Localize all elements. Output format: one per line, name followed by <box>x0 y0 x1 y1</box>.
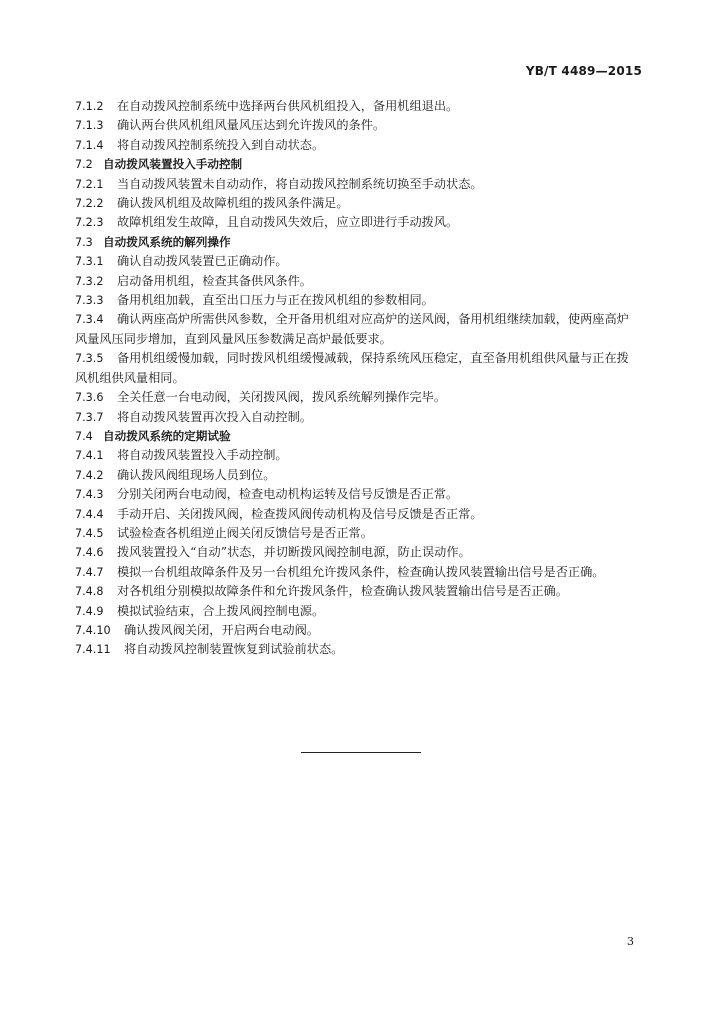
clause-number: 7.1.2 <box>75 100 104 113</box>
clause-paragraph <box>75 252 645 271</box>
clause-paragraph <box>75 213 645 232</box>
clause-paragraph <box>75 543 645 562</box>
clause-number: 7.3.3 <box>75 294 104 308</box>
clause-paragraph <box>75 175 645 194</box>
page-number: 3 <box>627 935 634 948</box>
clause-text: 风量风压同步增加，直到风量风压参数满足高炉最低要求。 <box>75 331 392 346</box>
clause-paragraph <box>75 582 645 601</box>
clause-text: 将自动拨风装置投入手动控制。 <box>117 448 288 463</box>
clause-text: 将自动拨风控制装置恢复到试验前状态。 <box>124 642 344 657</box>
standard-code: YB/T 4489—2015 <box>525 64 642 78</box>
clause-number: 7.4.9 <box>75 604 104 618</box>
clause-text: 备用机组缓慢加载，同时拨风机组缓慢减载，保持系统风压稳定，直至备用机组供风量与正在拨 <box>117 351 629 366</box>
clause-number: 7.3 <box>75 235 93 249</box>
clause-number: 7.4.4 <box>75 507 104 521</box>
clause-text: 启动备用机组，检查其备供风条件。 <box>117 273 312 288</box>
clause-number: 7.4.6 <box>75 546 104 560</box>
clause-number: 7.2.1 <box>75 177 104 191</box>
section-heading <box>75 233 645 252</box>
clause-text: 在自动拨风控制系统中选择两台供风机组投入，备用机组退出。 <box>117 99 459 113</box>
clause-text: 将自动拨风装置再次投入自动控制。 <box>117 409 312 424</box>
clause-text: 试验检查各机组逆止阀关闭反馈信号是否正常。 <box>117 525 373 540</box>
clause-number: 7.3.4 <box>75 313 104 327</box>
section-heading <box>75 155 645 174</box>
clause-number: 7.4.8 <box>75 585 104 599</box>
clause-number: 7.2 <box>75 158 93 172</box>
clause-text: 当自动拨风装置未自动动作，将自动拨风控制系统切换至手动状态。 <box>117 176 483 191</box>
clause-text: 拨风装置投入“自动”状态，并切断拨风阀控制电源，防止误动作。 <box>117 545 471 560</box>
clause-number: 7.3.2 <box>75 274 104 288</box>
clause-paragraph <box>75 446 645 465</box>
paragraph-continuation <box>75 330 645 349</box>
clause-number: 7.4.5 <box>75 526 104 540</box>
clause-paragraph <box>75 466 645 485</box>
clause-paragraph <box>75 408 645 427</box>
clause-text: 确认拨风机组及故障机组的拨风条件满足。 <box>117 196 349 211</box>
clause-paragraph <box>75 136 645 155</box>
clause-paragraph <box>75 388 645 407</box>
clause-text: 手动开启、关闭拨风阀，检查拨风阀传动机构及信号反馈是否正常。 <box>117 506 483 521</box>
clause-number: 7.4.10 <box>75 623 111 637</box>
clause-text: 模拟一台机组故障条件及另一台机组允许拨风条件，检查确认拨风装置输出信号是否正确。 <box>117 564 605 579</box>
clause-text: 将自动拨风控制系统投入到自动状态。 <box>117 137 325 152</box>
clause-paragraph <box>75 505 645 524</box>
clause-number: 7.2.2 <box>75 197 104 211</box>
clause-text: 故障机组发生故障，且自动拨风失效后，应立即进行手动拨风。 <box>117 215 459 230</box>
clause-text: 确认两台供风机组风量风压达到允许拨风的条件。 <box>117 118 386 133</box>
clause-text: 确认拨风阀组现场人员到位。 <box>117 467 276 482</box>
clause-paragraph <box>75 310 645 329</box>
clause-text: 模拟试验结束，合上拨风阀控制电源。 <box>117 603 325 618</box>
clause-paragraph <box>75 291 645 310</box>
clause-text: 风机组供风量相同。 <box>75 370 185 385</box>
clause-number: 7.2.3 <box>75 216 104 230</box>
clause-text: 确认拨风阀关闭，开启两台电动阀。 <box>124 622 319 637</box>
document-body <box>75 97 645 660</box>
clause-number: 7.1.3 <box>75 119 104 133</box>
clause-paragraph <box>75 602 645 621</box>
clause-text: 对各机组分别模拟故障条件和允许拨风条件，检查确认拨风装置输出信号是否正确。 <box>117 584 568 599</box>
clause-number: 7.1.4 <box>75 138 104 152</box>
clause-paragraph <box>75 349 645 368</box>
clause-paragraph <box>75 116 645 135</box>
clause-paragraph <box>75 640 645 659</box>
clause-text: 自动拨风系统的解列操作 <box>103 234 231 249</box>
clause-text: 自动拨风系统的定期试验 <box>103 428 231 443</box>
clause-text: 分别关闭两台电动阀，检查电动机构运转及信号反馈是否正常。 <box>117 487 459 502</box>
clause-paragraph <box>75 485 645 504</box>
clause-number: 7.4.7 <box>75 565 104 579</box>
clause-text: 确认自动拨风装置已正确动作。 <box>117 254 288 269</box>
clause-number: 7.4.3 <box>75 488 104 502</box>
clause-number: 7.4.1 <box>75 449 104 463</box>
clause-paragraph <box>75 272 645 291</box>
section-heading <box>75 427 645 446</box>
clause-number: 7.3.1 <box>75 255 104 269</box>
clause-number: 7.4.11 <box>75 643 111 657</box>
paragraph-continuation <box>75 369 645 388</box>
clause-text: 备用机组加载，直至出口压力与正在拨风机组的参数相同。 <box>117 293 434 308</box>
clause-text: 确认两座高炉所需供风参数，全开备用机组对应高炉的送风阀，备用机组继续加载，使两座高炉 <box>117 312 629 327</box>
clause-number: 7.3.7 <box>75 410 104 424</box>
clause-paragraph <box>75 194 645 213</box>
clause-paragraph <box>75 563 645 582</box>
clause-text: 全关任意一台电动阀，关闭拨风阀，拨风系统解列操作完毕。 <box>117 390 447 405</box>
clause-paragraph <box>75 524 645 543</box>
clause-number: 7.4 <box>75 429 93 443</box>
clause-number: 7.3.5 <box>75 352 104 366</box>
clause-text: 自动拨风装置投入手动控制 <box>103 157 243 172</box>
clause-number: 7.4.2 <box>75 468 104 482</box>
clause-paragraph <box>75 97 645 116</box>
clause-paragraph <box>75 621 645 640</box>
clause-number: 7.3.6 <box>75 391 104 405</box>
end-rule <box>301 752 421 753</box>
